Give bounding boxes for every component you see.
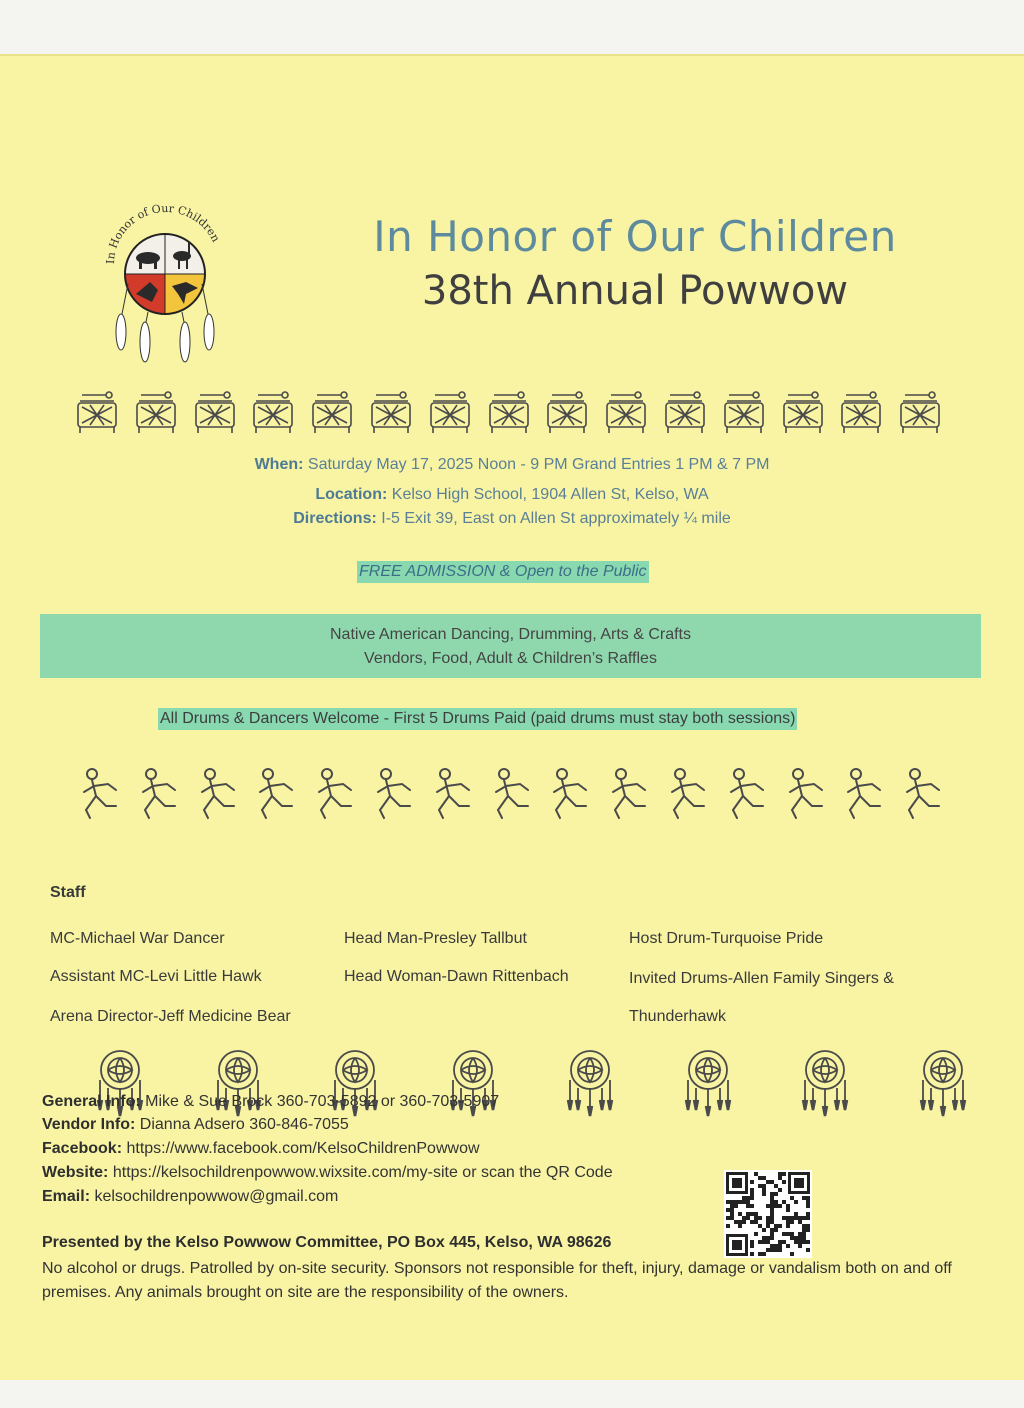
drum-icon bbox=[605, 389, 647, 435]
website-link[interactable]: https://kelsochildrenpowwow.wixsite.com/my-site or scan the QR Code bbox=[112, 1164, 613, 1181]
drum-icon bbox=[546, 389, 588, 435]
staff-assistant-mc: Assistant MC-Levi Little Hawk bbox=[50, 968, 262, 985]
dreamcatcher-icon bbox=[678, 1048, 738, 1120]
vendor-info bbox=[42, 1113, 349, 1137]
drum-icon-row bbox=[76, 389, 946, 437]
location-line bbox=[0, 486, 1024, 504]
email-link[interactable]: kelsochildrenpowwow@gmail.com bbox=[94, 1188, 339, 1205]
dancer-icon bbox=[607, 766, 649, 822]
staff-arena-director: Arena Director-Jeff Medicine Bear bbox=[50, 1008, 291, 1025]
vendor-info-label: Vendor Info: bbox=[42, 1116, 136, 1133]
dancer-icon bbox=[490, 766, 532, 822]
website-info bbox=[42, 1161, 613, 1185]
general-info bbox=[42, 1090, 499, 1114]
event-subtitle: 38th Annual Powwow bbox=[421, 268, 849, 314]
dancer-icon bbox=[196, 766, 238, 822]
general-info-value: Mike & Sue Brock 360-703-5892 or 360-703-5907 bbox=[145, 1093, 500, 1110]
vendor-info-value: Dianna Adsero 360-846-7055 bbox=[139, 1116, 349, 1133]
when-value: Saturday May 17, 2025 Noon - 9 PM Grand Entries 1 PM & 7 PM bbox=[307, 456, 770, 473]
event-title: In Honor of Our Children bbox=[373, 212, 897, 261]
website-label: Website: bbox=[42, 1164, 109, 1181]
drum-icon bbox=[311, 389, 353, 435]
facebook-info bbox=[42, 1137, 480, 1161]
dancer-icon bbox=[431, 766, 473, 822]
drum-icon bbox=[135, 389, 177, 435]
dancer-icon bbox=[901, 766, 943, 822]
drum-icon bbox=[194, 389, 236, 435]
staff-mc: MC-Michael War Dancer bbox=[50, 930, 225, 947]
drum-icon bbox=[370, 389, 412, 435]
dancer-icon bbox=[666, 766, 708, 822]
dancer-icon bbox=[78, 766, 120, 822]
dancer-icon bbox=[842, 766, 884, 822]
drum-icon bbox=[782, 389, 824, 435]
drum-icon bbox=[723, 389, 765, 435]
when-line bbox=[0, 456, 1024, 474]
staff-invited-drums-cont: Thunderhawk bbox=[629, 1008, 726, 1025]
qr-code-icon[interactable] bbox=[724, 1170, 812, 1258]
drum-icon bbox=[488, 389, 530, 435]
staff-heading: Staff bbox=[50, 884, 86, 901]
dancer-icon bbox=[784, 766, 826, 822]
staff-host-drum: Host Drum-Turquoise Pride bbox=[629, 930, 824, 947]
drum-icon bbox=[252, 389, 294, 435]
directions-label: Directions: bbox=[293, 510, 377, 527]
free-admission-badge: FREE ADMISSION & Open to the Public bbox=[357, 561, 649, 583]
disclaimer: No alcohol or drugs. Patrolled by on-site security. Sponsors not responsible for theft, injury, damage or vandalism both on and off premises. Any animals brought on site are the responsibility of the owners. bbox=[42, 1260, 952, 1301]
email-info bbox=[42, 1185, 338, 1209]
facebook-link[interactable]: https://www.facebook.com/KelsoChildrenPowwow bbox=[126, 1140, 480, 1157]
dreamcatcher-icon bbox=[560, 1048, 620, 1120]
directions-value: I-5 Exit 39, East on Allen St approximately ¼ mile bbox=[381, 510, 731, 527]
staff-head-woman: Head Woman-Dawn Rittenbach bbox=[344, 968, 569, 985]
directions-line bbox=[0, 510, 1024, 528]
logo-medicine-wheel-icon bbox=[100, 204, 230, 364]
drum-icon bbox=[76, 389, 118, 435]
dancer-icon bbox=[372, 766, 414, 822]
dancer-icon-row bbox=[78, 766, 958, 826]
when-label: When: bbox=[254, 456, 304, 473]
dancer-icon bbox=[137, 766, 179, 822]
dancer-icon bbox=[313, 766, 355, 822]
facebook-label: Facebook: bbox=[42, 1140, 123, 1157]
presented-by: Presented by the Kelso Powwow Committee, PO Box 445, Kelso, WA 98626 bbox=[42, 1234, 612, 1251]
dancer-icon bbox=[548, 766, 590, 822]
flyer-page bbox=[0, 54, 1024, 1380]
location-value: Kelso High School, 1904 Allen St, Kelso, WA bbox=[391, 486, 709, 503]
drum-icon bbox=[664, 389, 706, 435]
drum-icon bbox=[840, 389, 882, 435]
activities-line-2: Vendors, Food, Adult & Children’s Raffles bbox=[364, 650, 657, 667]
welcome-banner: All Drums & Dancers Welcome - First 5 Drums Paid (paid drums must stay both sessions) bbox=[158, 708, 797, 730]
logo-text: In Honor of Our Children bbox=[103, 204, 223, 265]
staff-invited-drums: Invited Drums-Allen Family Singers & bbox=[629, 970, 894, 987]
email-label: Email: bbox=[42, 1188, 91, 1205]
general-info-label: General Info: bbox=[42, 1093, 141, 1110]
activities-line-1: Native American Dancing, Drumming, Arts & Crafts bbox=[329, 626, 691, 643]
location-label: Location: bbox=[315, 486, 388, 503]
dancer-icon bbox=[725, 766, 767, 822]
dreamcatcher-icon bbox=[795, 1048, 855, 1120]
dancer-icon bbox=[254, 766, 296, 822]
dreamcatcher-icon bbox=[913, 1048, 973, 1120]
staff-head-man: Head Man-Presley Tallbut bbox=[344, 930, 527, 947]
activities-band bbox=[40, 614, 981, 678]
drum-icon bbox=[429, 389, 471, 435]
drum-icon bbox=[899, 389, 941, 435]
